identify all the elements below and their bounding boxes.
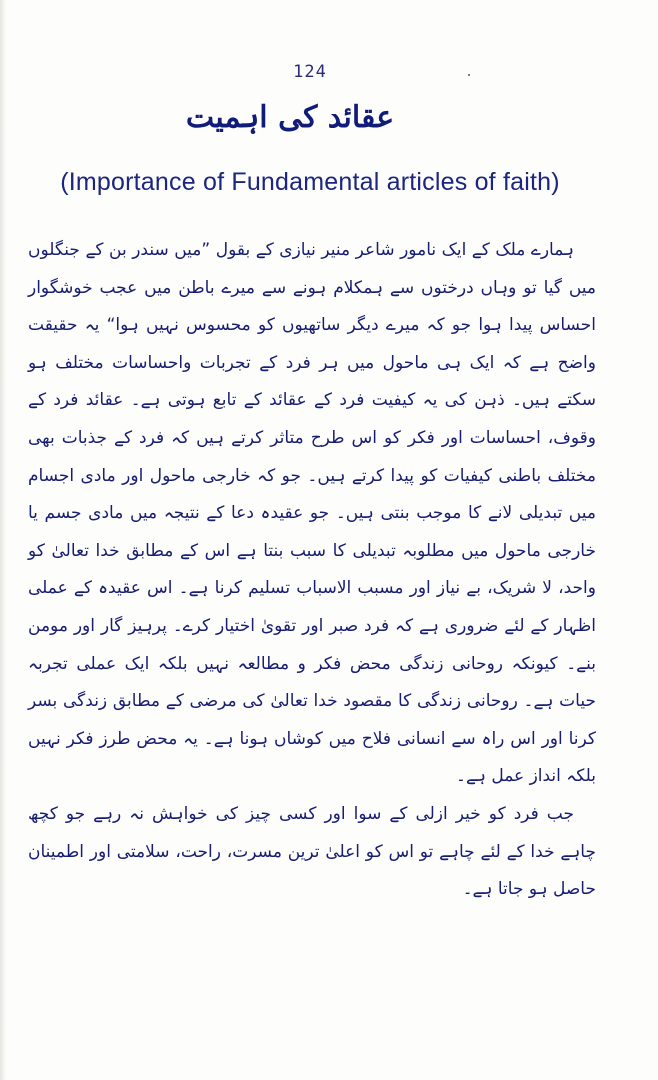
paragraph-2: جب فرد کو خیر ازلی کے سوا اور کسی چیز کی خواہش نہ رہے جو کچھ چاہے خدا کے لئے چاہے تو اس کو اعلیٰ ترین مسرت، راحت، سلامتی اور اطمینان حاصل ہو جاتا ہے۔ <box>28 803 596 900</box>
ink-speck <box>468 74 470 76</box>
paragraph-1: ہمارے ملک کے ایک نامور شاعر منیر نیازی کے بقول ”میں سندر بن کے جنگلوں میں گیا تو وہاں درختوں سے ہمکلام ہونے سے میرے باطن میں عجب خوشگوار احساس پیدا ہوا جو کہ میرے دیگر ساتھیوں کو محسوس نہیں ہوا“ یہ حقیقت واضح ہے کہ ایک ہی ماحول میں ہر فرد کے تجربات واحساسات مختلف ہو سکتے ہیں۔ ذہن کی یہ کیفیت فرد کے عقائد کے تابع ہوتی ہے۔ عقائد فرد کے وقوف، احساسات اور فکر کو اس طرح متاثر کرتے ہیں کہ فرد کے جذبات بھی مختلف باطنی کیفیات کو پیدا کرتے ہیں۔ جو کہ خارجی ماحول اور مادی اجسام میں تبدیلی لانے کا موجب بنتی ہیں۔ جو عقیدہ دعا کے نتیجہ میں مادی جسم یا خارجی ماحول میں مطلوبہ تبدیلی کا سبب بنتا ہے اس کے مطابق خدا تعالیٰ کو واحد، لا شریک، بے نیاز اور مسبب الاسباب تسلیم کرنا ہے۔ اس عقیدہ کے عملی اظہار کے لئے ضروری ہے کہ فرد صبر اور تقویٰ اختیار کرے۔ پرہیز گار اور مومن بنے۔ کیونکہ روحانی زندگی محض فکر و مطالعہ نہیں بلکہ ایک عملی تجربہ حیات ہے۔ روحانی زندگی کا مقصود خدا تعالیٰ کی مرضی کے مطابق زندگی بسر کرنا اور اس راہ سے انسانی فلاح میں کوشاں ہونا ہے۔ یہ محض طرز فکر نہیں بلکہ انداز عمل ہے۔ <box>28 240 596 787</box>
chapter-title-english: (Importance of Fundamental articles of faith) <box>60 168 560 196</box>
body-text <box>28 232 596 909</box>
chapter-title-urdu: عقائد کی اہمیت <box>185 100 395 135</box>
page-binding-shadow <box>0 0 6 1080</box>
page-number: 124 <box>293 62 327 82</box>
